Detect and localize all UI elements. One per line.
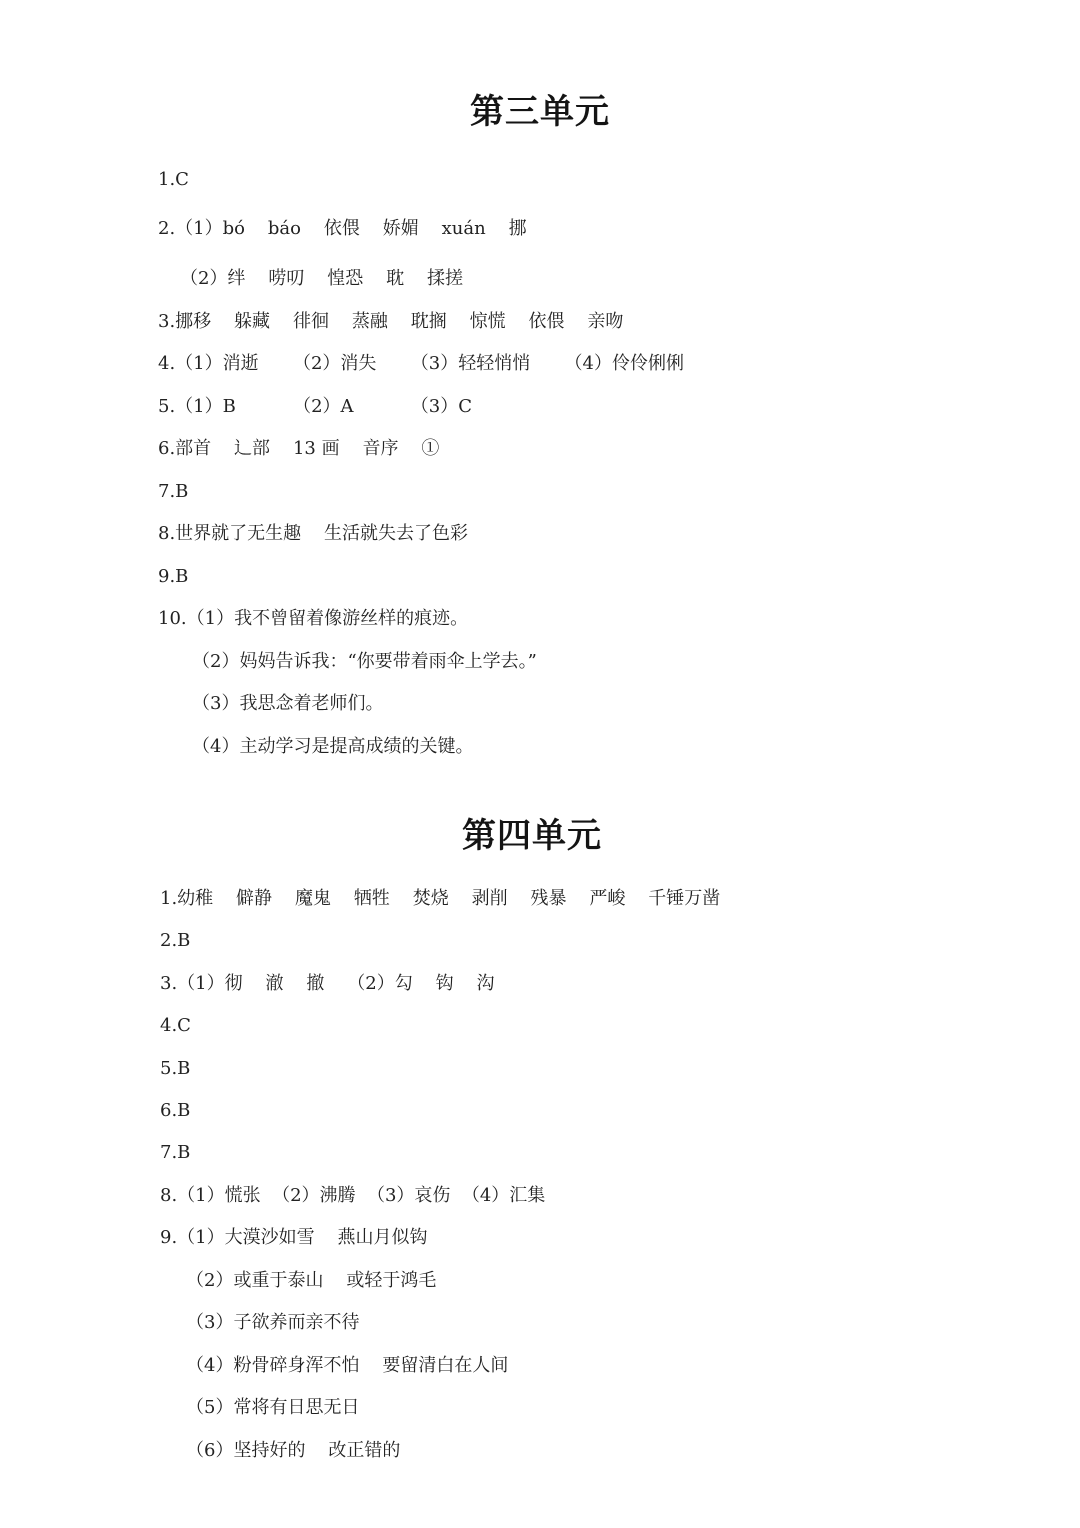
unit4-answer-9-6: （6）坚持好的 改正错的	[186, 1440, 401, 1461]
unit3-answer-2-1: 2.（1）bó báo 依偎 娇媚 xuán 挪	[158, 218, 527, 239]
unit4-answer-9-2: （2）或重于泰山 或轻于鸿毛	[186, 1270, 437, 1291]
unit3-answer-8: 8.世界就了无生趣 生活就失去了色彩	[158, 523, 469, 544]
unit3-answer-10-4: （4）主动学习是提高成绩的关键。	[192, 736, 474, 757]
unit3-answer-10-3: （3）我思念着老师们。	[192, 693, 384, 714]
unit4-answer-7: 7.B	[160, 1142, 191, 1163]
unit4-answer-2: 2.B	[160, 930, 191, 951]
unit3-answer-9: 9.B	[158, 566, 189, 587]
unit4-answer-6: 6.B	[160, 1100, 191, 1121]
unit4-answer-9-5: （5）常将有日思无日	[186, 1397, 360, 1418]
unit4-answer-3: 3.（1）彻 澈 撤 （2）勾 钩 沟	[160, 973, 495, 994]
unit3-answer-5: 5.（1）B （2）A （3）C	[158, 396, 472, 417]
unit3-answer-10-2: （2）妈妈告诉我：“你要带着雨伞上学去。”	[192, 651, 537, 672]
unit3-answer-10-1: 10.（1）我不曾留着像游丝样的痕迹。	[158, 608, 469, 629]
unit3-answer-6: 6.部首 辶部 13 画 音序 ①	[158, 438, 440, 459]
unit4-answer-9-4: （4）粉骨碎身浑不怕 要留清白在人间	[186, 1355, 509, 1376]
unit4-answer-8: 8.（1）慌张 （2）沸腾 （3）哀伤 （4）汇集	[160, 1185, 546, 1206]
unit4-answer-1: 1.幼稚 僻静 魔鬼 牺牲 焚烧 剥削 残暴 严峻 千锤万凿	[160, 888, 721, 909]
unit4-answer-9-3: （3）子欲养而亲不待	[186, 1312, 360, 1333]
unit3-answer-3: 3.挪移 躲藏 徘徊 蒸融 耽搁 惊慌 依偎 亲吻	[158, 311, 624, 332]
unit4-answer-4: 4.C	[160, 1015, 191, 1036]
unit3-answer-4: 4.（1）消逝 （2）消失 （3）轻轻悄悄 （4）伶伶俐俐	[158, 353, 684, 374]
unit3-answer-1: 1.C	[158, 169, 189, 190]
unit3-title: 第三单元	[470, 92, 610, 132]
unit3-answer-2-2: （2）绊 唠叨 惶恐 耽 揉搓	[180, 268, 463, 289]
unit4-answer-5: 5.B	[160, 1058, 191, 1079]
unit4-answer-9-1: 9.（1）大漠沙如雪 燕山月似钩	[160, 1227, 428, 1248]
unit4-title: 第四单元	[462, 816, 602, 856]
unit3-answer-7: 7.B	[158, 481, 189, 502]
